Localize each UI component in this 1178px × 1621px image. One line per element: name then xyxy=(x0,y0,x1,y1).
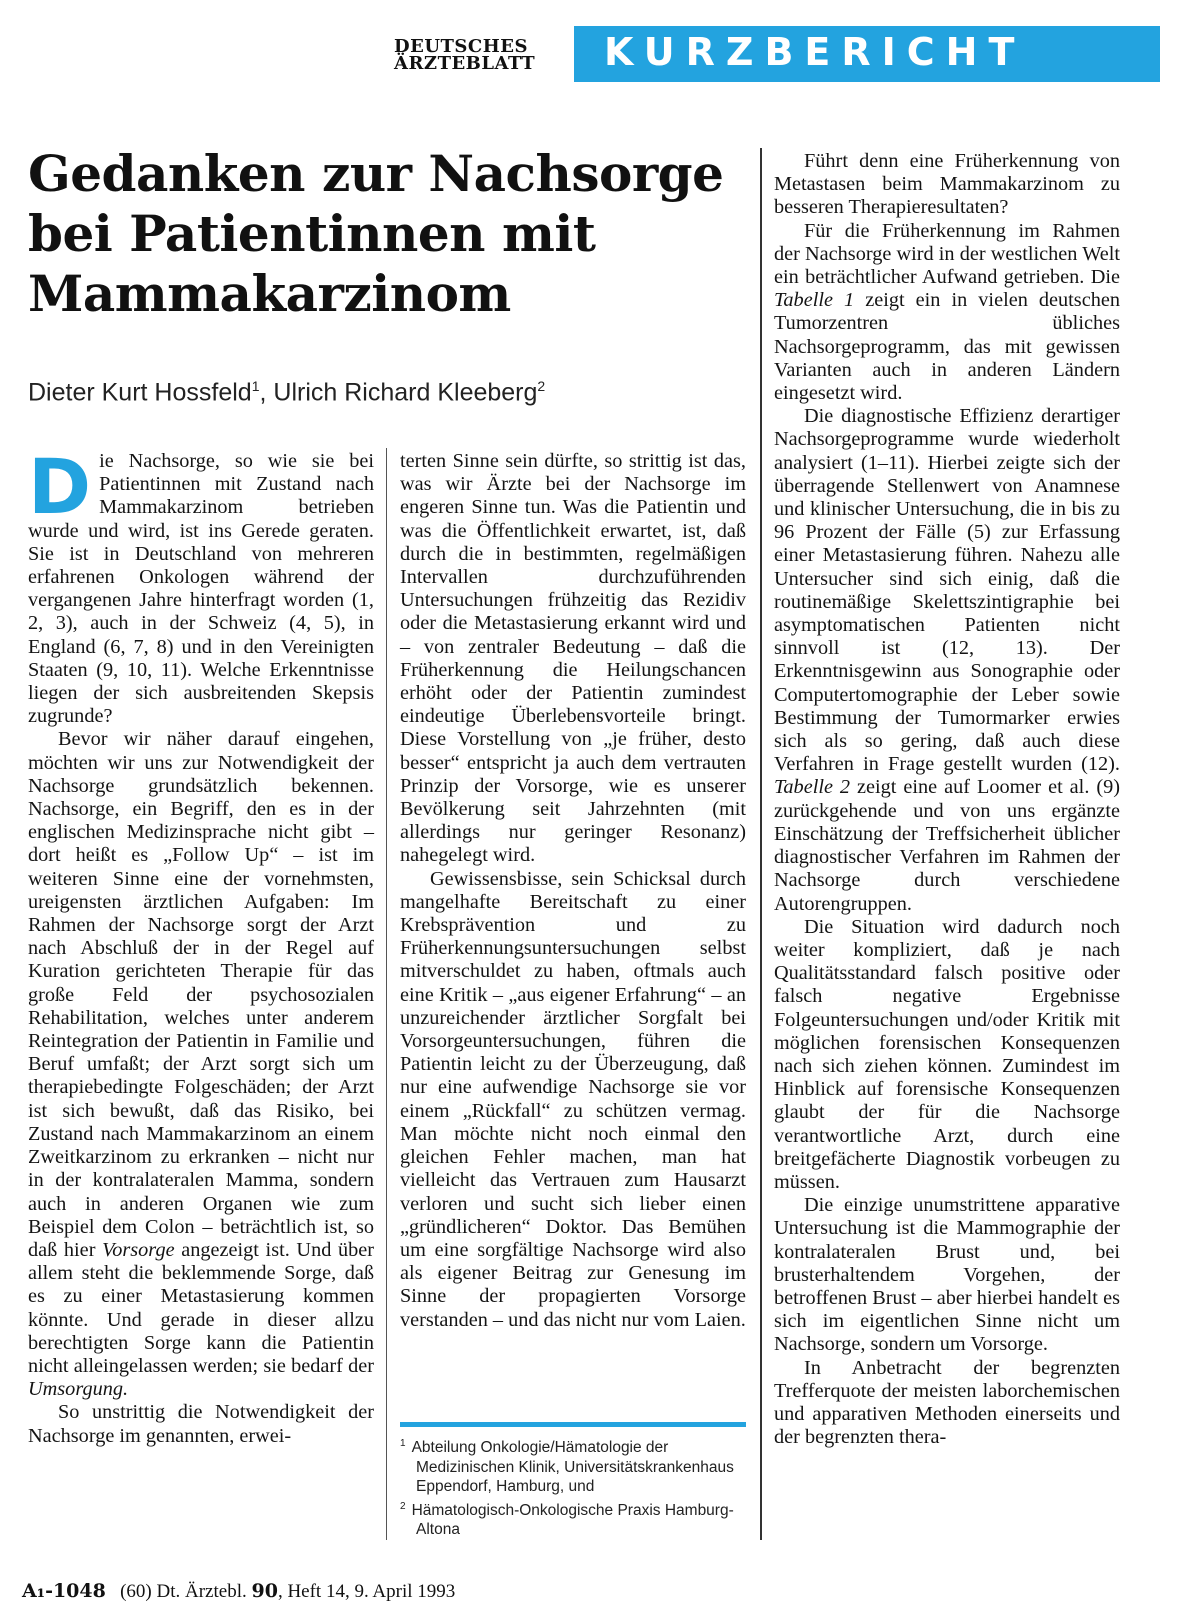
drop-cap: D xyxy=(28,442,92,531)
volume-number: 90 xyxy=(251,1580,278,1602)
footnote-mark: 2 xyxy=(400,1500,406,1512)
author-separator: , xyxy=(259,378,274,407)
journal-logo xyxy=(394,38,564,72)
footnote-mark: 1 xyxy=(400,1438,406,1449)
paragraph xyxy=(774,150,1120,220)
paragraph-text: Gewissensbisse, sein Schicksal durch mangelhafte Bereitschaft zu einer Krebsprävention und zu Früherkennungsuntersuchungen selbst mitverschuldet zu haben, oftmals auch eine Kritik – „aus eigener Erfahrung“ – an unzureichender ärztlicher Sorgfalt bei Vorsorgeuntersuchungen, führen die Patientin leicht zu der Überzeugung, daß nur eine aufwendige Nachsorge sie vor einem „Rückfall“ zu schützen vermag. Man möchte nicht noch einmal den gleichen Fehler machen, man hat vielleicht das Vertrauen zum Hausarzt verloren und sucht sich lieber einen „gründlicheren“ Doktor. Das Bemühen um eine sorgfältige Nachsorge wird also als eigener Beitrag zur Genesung im Sinne der propagierten Vorsorge verstanden – und das nicht nur vom Laien. xyxy=(400,867,746,1331)
paragraph-text: So unstrittig die Notwendigkeit der Nachsorge im genannten, erwei- xyxy=(28,1401,374,1447)
issue-date: , Heft 14, 9. April 1993 xyxy=(277,1581,456,1602)
footnote-text: Abteilung Onkologie/Hämatologie der Medizinischen Klinik, Universitätskrankenhaus Eppendorf, Hamburg, und xyxy=(411,1439,734,1496)
footnote-1 xyxy=(400,1434,746,1497)
paragraph-text: zeigt eine auf Loomer et al. (9) zurückgehende und von uns ergänzte Einschätzung der Treffsicherheit üblicher diagnostischer Verfahren im Rahmen der Nachsorge durch verschiedene Autorengruppen. xyxy=(774,776,1120,915)
article-authors xyxy=(28,378,728,407)
text-column-1 xyxy=(28,442,375,1448)
table-reference: Tabelle 2 xyxy=(774,776,851,799)
footnote-text: Hämatologisch-Onkologische Praxis Hamburg-Altona xyxy=(411,1501,734,1539)
section-label: KURZBERICHT xyxy=(604,30,1026,74)
article-title: Gedanken zur Nachsorge bei Patientinnen mit Mammakarzinom xyxy=(28,144,724,323)
paragraph xyxy=(400,450,746,868)
paragraph xyxy=(774,1194,1120,1356)
paragraph-text: zeigt ein in vielen deutschen Tumorzentren übliches Nachsorgeprogramm, das mit gewissen Varianten auch in anderen Ländern eingesetzt wird. xyxy=(774,289,1120,405)
page-number: A₁-1048 xyxy=(22,1580,106,1602)
paragraph-text: terten Sinne sein dürfte, so strittig ist das, was wir Ärzte bei der Nachsorge im engeren Sinne tun. Was die Patientin und was die Öffentlichkeit erwartet, ist, daß durch die in bestimmten, regelmäßigen Intervallen durchzuführenden Untersuchungen frühzeitig das Rezidiv oder die Metastasierung erkannt wird und – von zentraler Bedeutung – daß die Früherkennung die Heilungschancen erhöht oder der Patientin zumindest eindeutige Überlebensvorteile bringt. Diese Vorstellung von „je früher, desto besser“ entspricht ja auch dem vertrauten Prinzip der Vorsorge, wie es unserer Bevölkerung seit Jahrzehnten (mit allerdings nur geringer Resonanz) nahegelegt wird. xyxy=(400,450,746,867)
paragraph-text: Die diagnostische Effizienz derartiger Nachsorgeprogramme wurde wiederholt analysiert (1–11). Hierbei zeigte sich der überragende Stellenwert von Anamnese und klinischer Untersuchung, die in bis zu 96 Prozent der Fälle (5) zur Erfassung einer Metastasierung führen. Nahezu alle Untersucher sind sich einig, daß die routinemäßige Skelettszintigraphie bei asymptomatischen Patienten nicht sinnvoll ist (12, 13). Der Erkenntnisgewinn aus Sonographie oder Computertomographie der Leber sowie Bestimmung der Tumormarker erwies sich als so gering, daß auch diese Verfahren in Frage gestellt wurden (12). xyxy=(774,405,1120,776)
author-1: Dieter Kurt Hossfeld xyxy=(28,378,252,407)
emphasis: Vorsorge xyxy=(102,1238,175,1261)
footnote-2 xyxy=(400,1497,746,1540)
paragraph xyxy=(774,220,1120,406)
footnotes xyxy=(400,1434,746,1540)
paragraph-text: Führt denn eine Früherkennung von Metastasen beim Mammakarzinom zu besseren Therapieresultaten? xyxy=(774,150,1120,219)
column-divider-left xyxy=(386,448,387,1540)
paragraph xyxy=(774,1357,1120,1450)
logo-line-1: DEUTSCHES xyxy=(394,36,528,57)
paragraph xyxy=(28,442,374,728)
section-banner xyxy=(574,26,1160,82)
paragraph xyxy=(774,916,1120,1194)
author-2: Ulrich Richard Kleeberg xyxy=(273,378,538,407)
citation: (60) Dt. Ärztebl. xyxy=(120,1581,247,1602)
paragraph-text: ie Nachsorge, so wie sie bei Patientinnen mit Zustand nach Mammakarzinom betrieben wurde und wird, ist ins Gerede geraten. Sie ist in Deutschland von mehreren erfahrenen Onkologen während der vergangenen Jahre hinterfragt worden (1, 2, 3), auch in der Schweiz (4, 5), in England (6, 7, 8) und in den Vereinigten Staaten (9, 10, 11). Welche Erkenntnisse liegen der sich ausbreitenden Skepsis zugrunde? xyxy=(28,450,374,728)
paragraph-text: Für die Früherkennung im Rahmen der Nachsorge wird in der westlichen Welt ein beträchtlicher Aufwand getrieben. Die xyxy=(774,219,1120,289)
paragraph-text: Die einzige unumstrittene apparative Untersuchung ist die Mammographie der kontralateralen Brust und, bei brusterhaltendem Vorgehen, der betroffenen Brust – aber hierbei handelt es sich im eigentlichen Sinne nicht um Nachsorge, sondern um Vorsorge. xyxy=(774,1194,1120,1356)
paragraph xyxy=(28,728,374,1401)
paragraph xyxy=(400,868,746,1332)
column-divider-right xyxy=(760,148,762,1540)
table-reference: Tabelle 1 xyxy=(774,289,855,312)
paragraph xyxy=(28,1401,374,1447)
paragraph-text: In Anbetracht der begrenzten Trefferquote der meisten laborchemischen und apparativen Methoden einerseits und der begrenzten thera- xyxy=(774,1356,1120,1449)
footnote-divider xyxy=(400,1422,746,1427)
author-2-footnote-mark: 2 xyxy=(537,378,546,394)
paragraph xyxy=(774,405,1120,915)
page-footer xyxy=(22,1580,455,1603)
text-column-3 xyxy=(774,150,1120,1449)
logo-line-2: ÄRZTEBLATT xyxy=(394,53,536,74)
author-1-footnote-mark: 1 xyxy=(251,378,260,394)
paragraph-text: Bevor wir näher darauf eingehen, möchten wir uns zur Notwendigkeit der Nachsorge grundsätzlich bekennen. Nachsorge, ein Begriff, den es in der englischen Medizinsprache nicht gibt – dort heißt es „Follow Up“ – ist im weiteren Sinne eine der vornehmsten, ureigensten ärztlichen Aufgaben: Im Rahmen der Nachsorge sorgt der Arzt nach Abschluß der in der Regel auf Kuration gerichteten Therapie für das große Feld der psychosozialen Rehabilitation, welches unter anderem Reintegration der Patientin in Familie und Beruf umfaßt; der Arzt sorgt sich um therapiebedingte Folgeschäden; der Arzt ist sich bewußt, daß das Risiko, bei Zustand nach Mammakarzinom an einem Zweitkarzinom zu erkranken – nicht nur in der kontralateralen Mamma, sondern auch in anderen Organen wie zum Beispiel dem Colon – beträchtlich ist, so daß hier xyxy=(28,728,374,1261)
text-column-2 xyxy=(400,450,746,1332)
paragraph-text: Die Situation wird dadurch noch weiter kompliziert, daß je nach Qualitätsstandard falsch positive oder falsch negative Ergebnisse Folgeuntersuchungen und/oder Kritik mit möglichen forensischen Konsequenzen nach sich ziehen können. Zumindest im Hinblick auf forensische Konsequenzen glaubt der für die Nachsorge verantwortliche Arzt, durch eine breitgefächerte Diagnostik vorbeugen zu müssen. xyxy=(774,915,1120,1193)
paragraph-text: angezeigt ist. Und über allem steht die beklemmende Sorge, daß es zu einer Metastasierung kommen könnte. Und gerade in dieser allzu berechtigten Sorge kann die Patientin nicht alleingelassen werden; sie bedarf der xyxy=(28,1238,375,1377)
emphasis: Umsorgung. xyxy=(28,1378,129,1401)
